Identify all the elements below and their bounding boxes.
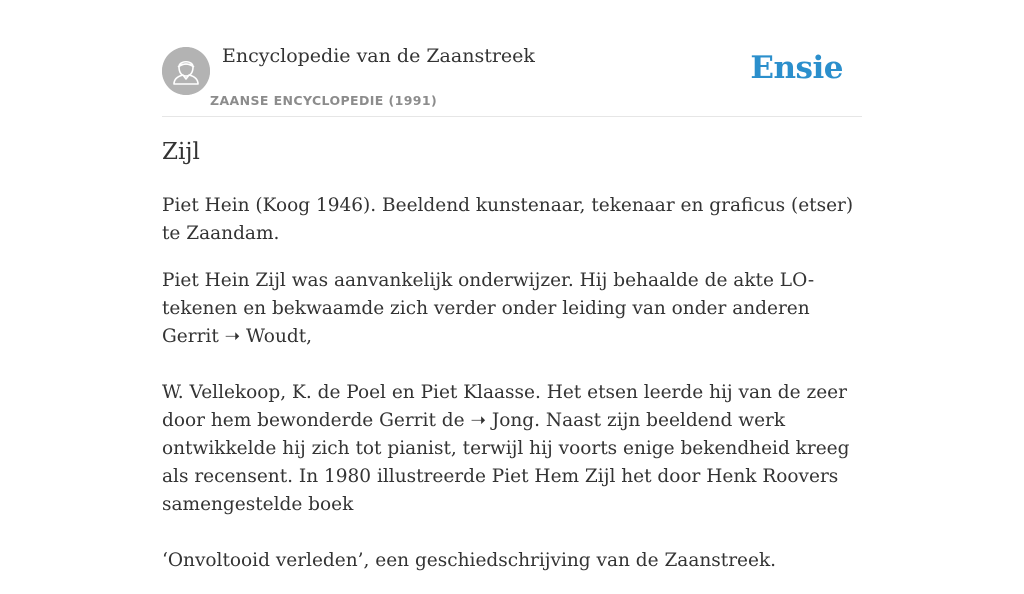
source-subtitle: ZAANSE ENCYCLOPEDIE (1991): [210, 93, 438, 108]
user-avatar-icon[interactable]: [162, 47, 210, 95]
paragraph-text: W. Vellekoop, K. de Poel en Piet Klaasse. Het etsen leerde hij van de zeer door hem bewonderde Gerrit de: [162, 382, 847, 431]
source-header: [162, 0, 862, 117]
entry-paragraph-2: [162, 267, 862, 351]
page: [162, 0, 862, 571]
arrow-right-icon: ➝: [224, 326, 241, 347]
entry-paragraph-3: [162, 379, 862, 519]
entry-body: [162, 192, 862, 594]
reference-link-jong[interactable]: [470, 410, 540, 431]
arrow-right-icon: ➝: [470, 410, 486, 431]
entry-paragraph-4: ‘Onvoltooid verleden’, een geschiedschrijving van de Zaanstreek.: [162, 550, 777, 571]
source-title-link[interactable]: Encyclopedie van de Zaanstreek: [222, 45, 535, 67]
paragraph-text: Naast zijn beeldend werk ontwikkelde hij zich tot pianist, terwijl hij voorts enige bekendheid kreeg als recensent. In 1980 illustreerde Piet Hem Zijl het door Henk Roovers samengestelde boek: [162, 410, 850, 515]
entry-paragraph-1: Piet Hein (Koog 1946). Beeldend kunstenaar, tekenaar en graficus (etser) te Zaandam.: [162, 195, 854, 244]
entry-title: Zijl: [162, 139, 200, 165]
ensie-logo-link[interactable]: Ensie: [750, 50, 843, 86]
reference-link-label: Woudt,: [240, 326, 313, 347]
reference-link-woudt[interactable]: [225, 326, 312, 347]
reference-link-label: Jong.: [485, 410, 541, 431]
paragraph-text: Piet Hein Zijl was aanvankelijk onderwijzer. Hij behaalde de akte LO-tekenen en bekwaamde zich verder onder leiding van onder anderen Gerrit: [162, 270, 815, 347]
